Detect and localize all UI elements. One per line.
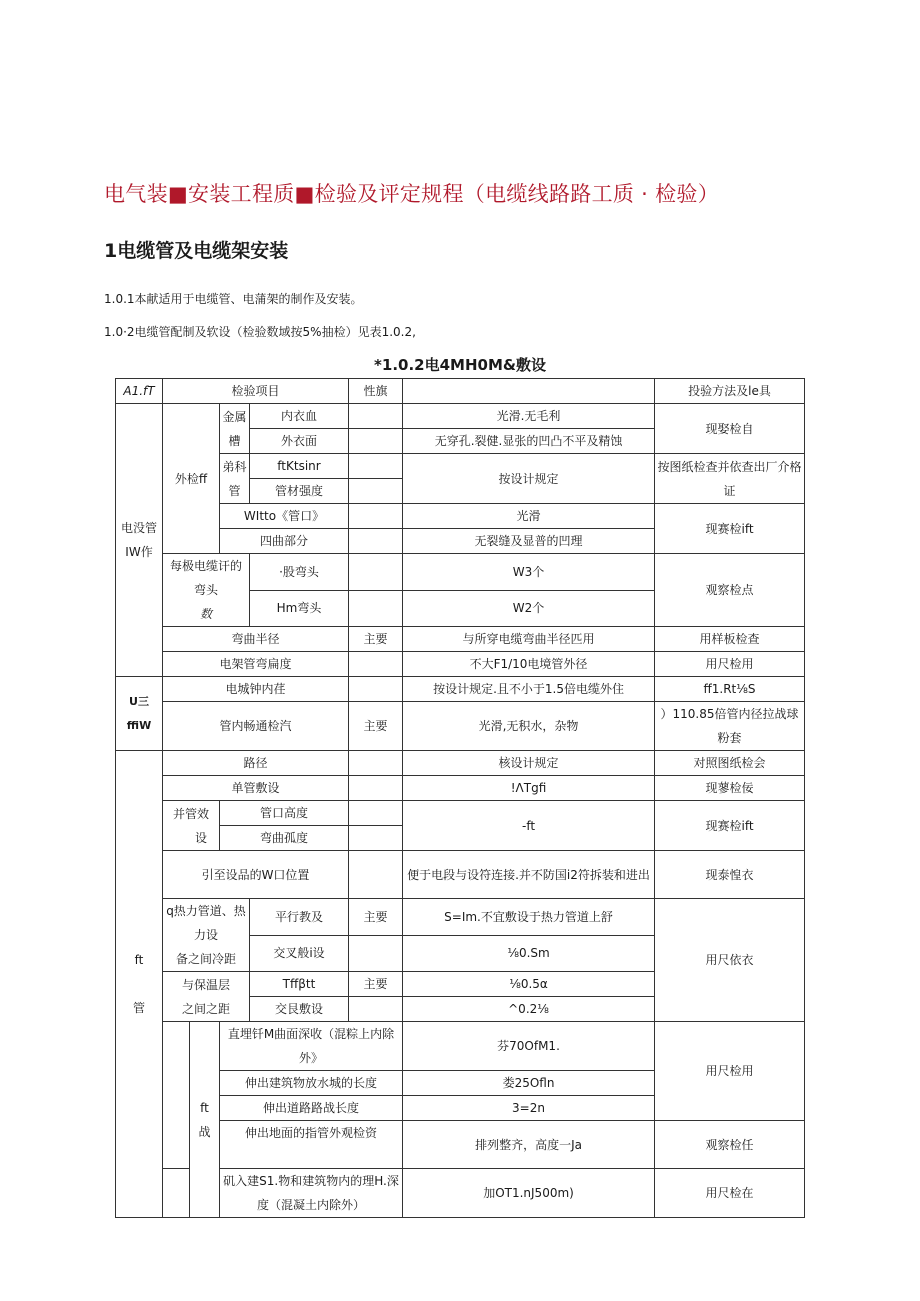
left-narrow-cell [163,1169,190,1218]
parallel-laying-a: 并管效 [172,806,209,821]
insulation-distance-label [163,972,250,1022]
method-cell: 用样板检查 [655,627,805,652]
property-cell [349,652,403,677]
property-cell: 主要 [349,627,403,652]
plastic-label: 弟科管 [220,454,250,504]
header-category: A1.fT [116,379,163,404]
table-row [116,702,805,751]
item-cell: 外衣面 [250,429,349,454]
table-row [116,751,805,776]
table-row [116,1169,805,1218]
standard-cell: 便于电段与设符连接.并不防国i2符拆装和进出 [403,851,655,899]
property-cell [349,404,403,429]
standard-cell: ^0.2⅛ [403,997,655,1022]
item-cell: 路径 [163,751,349,776]
table-row [116,454,805,479]
parallel-laying-label [163,801,220,851]
standard-cell: 光滑.无毛利 [403,404,655,429]
bend-count-label [163,554,250,627]
item-cell: 伸出道路路战长度 [220,1096,403,1121]
method-cell: 现蓼检佞 [655,776,805,801]
standard-cell: 芬70OfM1. [403,1022,655,1071]
left-narrow-cell [163,1022,190,1169]
standard-cell: 排列整齐，高度一Ja [403,1121,655,1169]
section-pipe-inner: U三ffiW [116,677,163,751]
standard-cell: 无穿孔.裂健.显张的凹凸不平及精蚀 [403,429,655,454]
table-row [116,801,805,826]
standard-cell: W2个 [403,590,655,627]
item-cell: 平行教及 [250,899,349,936]
table-row [116,851,805,899]
item-cell: ftKtsinr [250,454,349,479]
table-header-row [116,379,805,404]
item-cell: 管内畅通检汽 [163,702,349,751]
insulation-distance-b: 之间之距 [181,1001,230,1016]
section-title: 1电缆管及电缆架安装 [104,240,289,262]
table-row [116,627,805,652]
method-cell: 现赛检ift [655,504,805,554]
standard-cell: 与所穿电缆弯曲半径匹用 [403,627,655,652]
property-cell [349,529,403,554]
property-cell: 主要 [349,702,403,751]
item-cell: 引至设品的W口位置 [163,851,349,899]
property-cell [349,590,403,627]
standard-cell: 加OT1.nJ500m) [403,1169,655,1218]
property-cell: 主要 [349,899,403,936]
method-cell: 用尺检用 [655,652,805,677]
section-cable-pipe-making: 电没管IW作 [116,404,163,677]
bend-count-text: 每极电缆讦的弯头 [169,559,242,597]
method-cell: 现娶检自 [655,404,805,454]
section-pipe-laying-b: 管 [132,1001,145,1015]
method-cell: 观察检点 [655,554,805,627]
item-cell: ·股弯头 [250,554,349,591]
table-row [116,554,805,591]
property-cell [349,454,403,479]
standard-cell: 光滑 [403,504,655,529]
item-cell: 交艮敷设 [250,997,349,1022]
table-row [116,504,805,529]
property-cell [349,751,403,776]
item-cell: 电城钟内荏 [163,677,349,702]
item-cell: 弯曲孤度 [220,826,349,851]
buried-label-a: ft [200,1100,209,1115]
property-cell [349,429,403,454]
property-cell [349,504,403,529]
method-cell: 对照图纸检会 [655,751,805,776]
parallel-laying-b: 设 [194,830,207,845]
item-cell: 内衣血 [250,404,349,429]
table-row [116,1022,805,1071]
item-cell: 电架管弯扁度 [163,652,349,677]
table-row [116,677,805,702]
heat-distance-b: 备之间冷距 [175,952,236,966]
item-cell: 四曲部分 [220,529,349,554]
item-cell: WItto《管口》 [220,504,349,529]
heat-distance-a: q热力管道、热力设 [166,904,246,942]
insulation-distance-a: 与保温层 [181,977,230,992]
property-cell [349,479,403,504]
table-row [116,652,805,677]
item-cell: 交叉般i设 [250,935,349,972]
standard-cell: 按设计规定 [403,454,655,504]
item-cell: 矶入建S1.物和建筑物内的理H.深度（混凝土内除外） [220,1169,403,1218]
buried-label [190,1022,220,1218]
method-cell: 用尺检用 [655,1022,805,1121]
method-cell: 用尺依衣 [655,899,805,1022]
table-row [116,776,805,801]
property-cell [349,677,403,702]
item-cell: 伸出建筑物放水城的长度 [220,1071,403,1096]
header-method: 投验方法及le具 [655,379,805,404]
item-cell: 管口高度 [220,801,349,826]
heat-distance-label [163,899,250,972]
property-cell: 主要 [349,972,403,997]
item-cell: 管材强度 [250,479,349,504]
method-cell: 按图纸检查并依查出厂介格证 [655,454,805,504]
standard-cell: W3个 [403,554,655,591]
standard-cell: !ΛTgfi [403,776,655,801]
paragraph-table-ref: 1.0·2电缆管配制及软设（检验数域按5%抽检）见表1.0.2, [104,325,416,339]
standard-cell: 不大F1/10电境管外径 [403,652,655,677]
standard-cell: -ft [403,801,655,851]
table-caption: *1.0.2电4MH0M&敷设 [374,356,546,374]
property-cell [349,851,403,899]
property-cell [349,935,403,972]
method-cell: 用尺检在 [655,1169,805,1218]
method-cell: 观察检任 [655,1121,805,1169]
method-cell: ）110.85倍管内径拉战球粉套 [655,702,805,751]
property-cell [349,826,403,851]
paragraph-scope: 1.0.1本献适用于电缆管、电蒲架的制作及安装。 [104,292,363,306]
standard-cell: 无裂缝及显普的凹理 [403,529,655,554]
property-cell [349,554,403,591]
buried-label-b: 战 [198,1124,211,1139]
header-standard [403,379,655,404]
item-cell: 单管敷设 [163,776,349,801]
section-pipe-laying [116,751,163,1218]
standard-cell: 3=2n [403,1096,655,1121]
standard-cell: 核设计规定 [403,751,655,776]
method-cell: ff1.Rt⅛S [655,677,805,702]
property-cell [349,997,403,1022]
item-cell: 弯曲半径 [163,627,349,652]
table-row [116,404,805,429]
method-cell: 现泰惶衣 [655,851,805,899]
item-cell: Tffβtt [250,972,349,997]
item-cell: Hm弯头 [250,590,349,627]
appearance-check-label: 外检ff [163,404,220,554]
standard-cell: 娄25Ofln [403,1071,655,1096]
item-cell: 直埋钎M曲面深收（混粽上内除外》 [220,1022,403,1071]
header-property: 性旗 [349,379,403,404]
table-row [116,899,805,936]
standard-cell: ⅛0.5α [403,972,655,997]
inspection-table [115,378,805,1218]
standard-cell: ⅛0.Sm [403,935,655,972]
property-cell [349,801,403,826]
standard-cell: S=Im.不宜敷设于热力管道上舒 [403,899,655,936]
property-cell [349,776,403,801]
standard-cell: 光滑,无积水，杂物 [403,702,655,751]
bend-count-suffix: 数 [199,607,212,621]
table-row [116,1121,805,1169]
metal-label: 金属槽 [220,404,250,454]
section-pipe-laying-a: ft [134,953,144,967]
method-cell: 现赛检ift [655,801,805,851]
item-cell: 伸出地面的指管外观检资 [220,1121,403,1169]
header-item: 检验项目 [163,379,349,404]
document-title: 电气装■安装工程质■检验及评定规程（电缆线路路工质 · 检验） [104,182,720,206]
standard-cell: 按设计规定.且不小于1.5倍电缆外住 [403,677,655,702]
